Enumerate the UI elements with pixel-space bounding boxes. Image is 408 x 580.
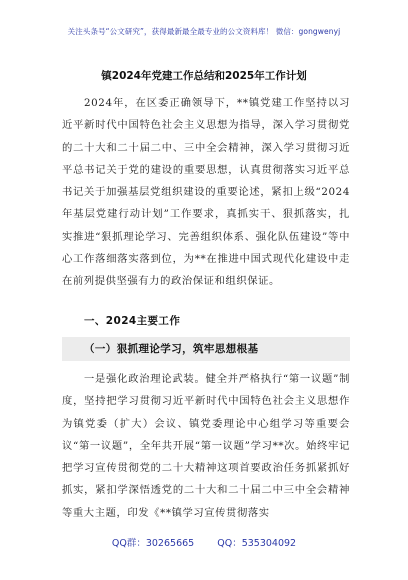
section-heading: 一、2024主要工作 (84, 315, 181, 327)
intro-paragraph: 2024年，在区委正确领导下，**镇党建工作坚持以习近平新时代中国特色社会主义思想为指导，深入学习贯彻党的二十大和二十届二中、三中全会精神，深入学习贯彻习近平总书记关于党的建设的重要思想，认真贯彻落实习近平总书记关于加强基层党组织建设的重要论述，紧扣上级“2024年基层党建行动计划”工作要求，真抓实干、狠抓落实，扎实推进“狠抓理论学习、完善组织体系、强化队伍建设”等中心工作落细落实落到位，为**在推进中国式现代化建设中走在前列提供坚强有力的政治保证和组织保证。 (62, 97, 350, 288)
body-paragraph: 一是强化政治理论武装。健全并严格执行“第一议题”制度，坚持把学习贯彻习近平新时代中国特色社会主义思想作为镇党委（扩大）会议、镇党委理论中心组学习等重要会议“第一议题”，全年共开展“第一议题”学习**次。始终牢记把学习宣传贯彻党的二十大精神这项首要政治任务抓紧抓好抓实，紧扣学深悟透党的二十大和二十届二中三中全会精神等重大主题，印发《**镇学习宣传贯彻落实 (62, 373, 350, 519)
footer-qq: QQ：535304092 (217, 538, 297, 549)
document-title: 镇2024年党建工作总结和2025年工作计划 (101, 70, 307, 82)
footer-contact (0, 535, 408, 549)
footer-qq-group: QQ群：30265665 (111, 538, 195, 549)
header-note: 关注头条号“公文研究”，获得最新最全最专业的公文资料库！ 微信：gongwenyj (67, 27, 341, 36)
subsection-heading: （一）狠抓理论学习，筑牢思想根基 (62, 337, 350, 361)
